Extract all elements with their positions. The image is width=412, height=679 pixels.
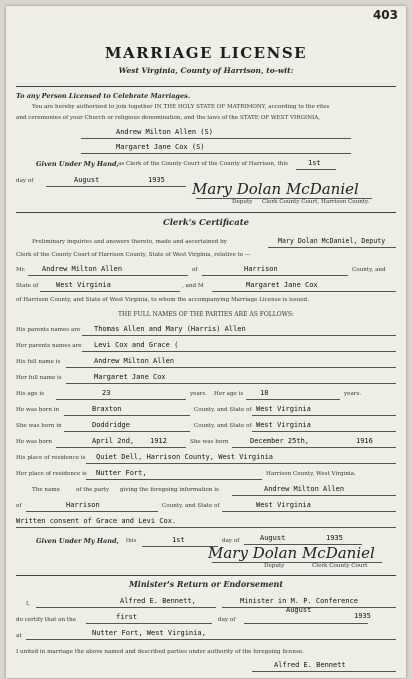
underline	[202, 275, 348, 276]
underline	[268, 247, 396, 248]
underline	[142, 546, 218, 547]
license-month: August	[74, 176, 100, 184]
county-state-label-2: County, and State of	[194, 423, 252, 429]
underline	[252, 431, 396, 432]
he-born-state: West Virginia	[256, 405, 311, 413]
parties-heading: THE FULL NAMES OF THE PARTIES ARE AS FOLLOWS:	[117, 311, 294, 318]
her-residence-label: Her place of residence is	[16, 471, 87, 477]
divider	[16, 575, 396, 576]
she-born-date-label: She was born	[190, 439, 229, 445]
minister-day-of-label: day of	[218, 617, 236, 623]
underline	[212, 291, 396, 292]
of-label: of	[192, 267, 198, 273]
license-day: 1st	[308, 159, 321, 167]
minister-title: Minister's Return or Endorsement	[128, 579, 284, 589]
underline	[82, 335, 396, 336]
document-subtitle: West Virginia, County of Harrison, to-wit:	[118, 66, 294, 75]
underline	[56, 399, 186, 400]
she-born-county: Doddridge	[92, 421, 130, 429]
certify-label: do certify that on the	[16, 617, 77, 623]
cert-bride: Margaret Jane Cox	[246, 281, 318, 289]
minister-i-label: I,	[26, 601, 30, 607]
certificate-intro-2: Clerk of the County Court of Harrison County, State of West Virginia, relative to —	[16, 252, 251, 258]
salutation: To any Person Licensed to Celebrate Marriages.	[16, 92, 191, 100]
cert-groom: Andrew Milton Allen	[42, 265, 123, 273]
years-label-2: years.	[344, 391, 362, 397]
certificate-clerk: Mary Dolan McDaniel, Deputy	[278, 237, 386, 245]
mr-label: Mr.	[16, 267, 26, 273]
her-age: 18	[260, 389, 269, 397]
cert-clerk-label: Clerk County Court	[312, 563, 368, 569]
underline	[26, 639, 396, 640]
marriage-day: first	[116, 613, 138, 621]
he-born-date: April 2nd,	[92, 437, 135, 445]
underline	[28, 275, 188, 276]
underline	[64, 431, 190, 432]
united-text: I united in marriage the above named and described parties under authority of the foregoing license.	[16, 649, 304, 655]
cert-groom-county: Harrison	[244, 265, 278, 273]
cert-day: 1st	[172, 536, 185, 544]
groom-name: Andrew Milton Allen (S)	[116, 128, 213, 136]
certificate-intro-3: of Harrison County, and State of West Virginia, to whom the accompanying Marriage License is issued.	[16, 297, 309, 303]
given-under-hand-label: Given Under My Hand,	[36, 160, 119, 168]
state-of-label: State of	[16, 283, 39, 289]
county-state-label-3: County, and State of	[162, 503, 220, 509]
informant: Andrew Milton Allen	[264, 485, 345, 493]
underline	[252, 415, 396, 416]
underline	[296, 169, 336, 170]
his-age: 23	[102, 389, 111, 397]
he-born-county: Braxton	[92, 405, 122, 413]
underline	[86, 623, 212, 624]
of-label-2: of	[16, 503, 22, 509]
informant-state: West Virginia	[256, 501, 311, 509]
marriage-year: 1935	[354, 612, 371, 620]
her-residence: Nutter Fort,	[96, 469, 147, 477]
years-label: years.	[190, 391, 208, 397]
cert-day-of-label: day of	[222, 538, 240, 544]
her-name-label: Her full name is	[16, 375, 62, 381]
page-number: 403	[372, 8, 398, 22]
signature-line	[252, 671, 396, 672]
bride-name: Margaret Jane Cox (S)	[116, 143, 205, 151]
certificate-intro-1: Preliminary inquiries and answers thereto, made and ascertained by	[32, 239, 227, 245]
license-year: 1935	[148, 176, 165, 184]
minister-position: Minister in M. P. Conference	[240, 597, 359, 605]
cert-groom-state: West Virginia	[56, 281, 111, 289]
license-body-line-2: and ceremonies of your Church or religious denomination, and the laws of the STATE OF WEST VIRGINIA,	[16, 115, 321, 121]
cert-given-text: this	[126, 538, 137, 544]
cert-year: 1935	[326, 534, 343, 542]
informant-label-1: The name	[32, 487, 60, 493]
cert-month: August	[260, 534, 286, 542]
cert-deputy-label: Deputy	[264, 563, 285, 569]
underline	[86, 463, 396, 464]
his-residence-label: His place of residence is	[16, 455, 86, 461]
his-name-label: His full name is	[16, 359, 61, 365]
cert-signature: Mary Dolan McDaniel	[208, 544, 375, 562]
given-text: as Clerk of the County Court of the County of Harrison, this	[118, 161, 289, 167]
informant-county: Harrison	[66, 501, 100, 509]
her-parents-label: Her parents names are	[16, 343, 82, 349]
and-m-label: , and M	[182, 283, 204, 289]
certificate-title: Clerk's Certificate	[162, 218, 250, 228]
underline	[66, 383, 396, 384]
her-name: Margaret Jane Cox	[94, 373, 166, 381]
document-title: MARRIAGE LICENSE	[104, 44, 308, 62]
license-body-line-1: You are hereby authorized to join together IN THE HOLY STATE OF MATRIMONY, according to the rites	[32, 104, 330, 110]
underline	[81, 153, 351, 154]
underline	[64, 415, 190, 416]
deputy-label: Deputy	[232, 199, 253, 205]
underline	[246, 399, 340, 400]
at-label: at	[16, 633, 22, 639]
consent-note: Written consent of Grace and Levi Cox.	[16, 517, 177, 525]
underline	[16, 527, 396, 528]
minister-signature: Alfred E. Bennett	[274, 661, 346, 669]
he-born-in-label: He was born in	[16, 407, 60, 413]
underline	[40, 291, 180, 292]
underline	[81, 138, 351, 139]
underline	[46, 186, 186, 187]
his-parents: Thomas Allen and Mary (Harris) Allen	[94, 325, 246, 333]
marriage-month: August	[286, 606, 312, 614]
underline	[86, 479, 262, 480]
underline	[26, 511, 158, 512]
his-age-label: His age is	[16, 391, 44, 397]
license-signature: Mary Dolan McDaniel	[192, 180, 359, 198]
underline	[232, 447, 396, 448]
day-of-label: day of	[16, 178, 34, 184]
underline	[244, 623, 368, 624]
clerk-label: Clerk County Court, Harrison County.	[262, 199, 370, 205]
her-residence-suffix: Harrison County, West Virginia.	[266, 471, 356, 477]
underline	[82, 351, 396, 352]
marriage-place: Nutter Fort, West Virginia,	[92, 629, 206, 637]
she-born-date: December 25th,	[250, 437, 310, 445]
underline	[56, 447, 186, 448]
her-parents: Levi Cox and Grace (	[94, 341, 179, 349]
his-name: Andrew Milton Allen	[94, 357, 175, 365]
she-born-year: 1916	[356, 437, 373, 445]
she-born-in-label: She was born in	[16, 423, 62, 429]
minister-name: Alfred E. Bennett,	[120, 597, 196, 605]
divider	[16, 212, 396, 213]
county-state-label: County, and State of	[194, 407, 252, 413]
informant-label-3: giving the foregoing information is	[120, 487, 219, 493]
underline	[36, 607, 216, 608]
cert-given-under-hand-label: Given Under My Hand,	[36, 537, 119, 545]
license-page	[6, 6, 406, 678]
his-parents-label: His parents names are	[16, 327, 81, 333]
his-residence: Quiet Dell, Harrison County, West Virginia	[96, 453, 274, 461]
underline	[232, 495, 396, 496]
her-age-label: Her age is	[214, 391, 244, 397]
he-born-year: 1912	[150, 437, 167, 445]
informant-label-2: of the party	[76, 487, 110, 493]
divider	[16, 86, 396, 87]
underline	[66, 367, 396, 368]
she-born-state: West Virginia	[256, 421, 311, 429]
county-and-label: County, and	[352, 267, 386, 273]
he-born-date-label: He was born	[16, 439, 52, 445]
underline	[222, 511, 396, 512]
